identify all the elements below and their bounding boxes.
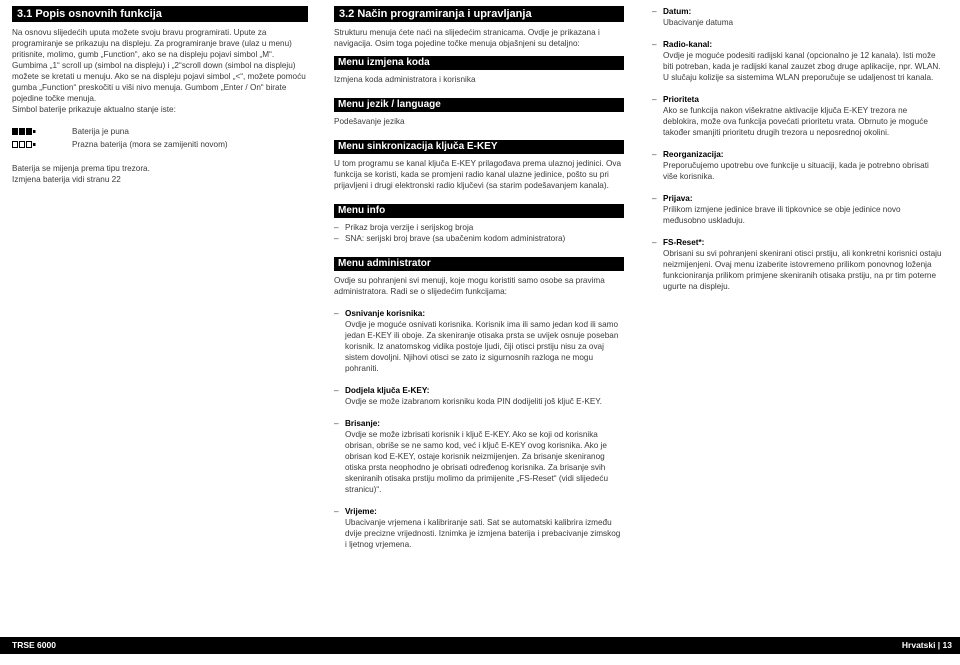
def-term: Dodjela ključa E-KEY: [345,386,430,395]
def-text: Ovdje se može izbrisati korisnik i ključ E-KEY. Ako se koji od korisnika obrisan, obriše se ne samo kod, već i ključ E-KEY ovog korisnika. Ako je obrisan kod E-KEY, ostaje korisnik neizmijenjen. Za brisanje skeniranog otiska prsta neophodno je obrisati određenog korisnika. Za brisanje svih skeniranih otisaka prstiju molimo da primijenite „FS-Reset“ (vidi slijedeću stranicu)“. [345,430,609,494]
def-priority [652,94,942,138]
intro-paragraph: Na osnovu slijedećih uputa možete svoju bravu programirati. Upute za programiranje se prikazuju na displeju. Za programiranje brave (ulaz u menu) pritisnite, molimo, gumb „Function“, ako se na displeju pojavi simbol „M“. Gumbima „1“ scroll up (simbol na displeju) i „2“scroll down (simbol na displeju) možete se kretati u menuju. Ako se na displeju pojavi simbol „<“, možete pomoću gumba „Function“ preskočiti u viši nivo menuja. Gumbom „Enter / On“ birate pojedine točke menuja. [12,28,306,103]
menu-sync-heading: Menu sinkronizacija ključa E-KEY [334,140,624,154]
def-text: Obrisani su svi pohranjeni skenirani otisci prstiju, ali konkretni korisnici ostaju neizmijenjeni. Ovaj menu izaberite istovremeno prilikom ponovnog loženja funkcioniranja prilikom primjene skeniranih otisaka prstiju, na pr tim poterne ugurte na displeju. [663,249,942,291]
battery-full-row [12,126,308,137]
dash-marker: – [652,7,657,16]
def-term: Datum: [663,7,692,16]
def-term: Brisanje: [345,419,381,428]
battery-full-icon [12,126,72,137]
def-text: Ovdje je moguće osnivati korisnika. Korisnik ima ili samo jedan kod ili samo jedan E-KEY ili oboje. Za skeniranje otisaka prsta se uvijek osnuje poseban korisnik. Iz anatomskog vidika postoje ljudi, čiji otisci prstiju nisu za ovaj sistem dovoljni. Njihovi otisci se zato iz sigurnosnih razloga ne mogu pohraniti. [345,320,619,373]
dash-marker: – [652,194,657,203]
def-term: Prioriteta [663,95,699,104]
dash-marker: – [334,507,339,516]
def-text: Preporučujemo upotrebu ove funkcije u situaciji, kada je potrebno obrisati više korisnika. [663,161,929,181]
menu-code-change-desc: Izmjena koda administratora i korisnika [334,75,476,84]
def-term: FS-Reset*: [663,238,705,247]
navigation-intro: Strukturu menuja ćete naći na slijedećim stranicama. Ovdje je prikazana i navigacija. Osim toga pojedine točke menuja objašnjeni su detaljno: [334,28,600,48]
def-term: Prijava: [663,194,693,203]
menu-admin-desc: Ovdje su pohranjeni svi menuji, koje mogu koristiti samo osobe sa pravima administratora. Radi se o slijedećim funkcijama: [334,276,605,296]
def-term: Reorganizacija: [663,150,724,159]
page-footer [0,637,960,654]
def-time [334,506,624,550]
def-radio-channel [652,39,942,83]
def-text: Prilikom izmjene jedinice brave ili tipkovnice se obje jedinice novo međusobno uskladuju. [663,205,901,225]
section-heading-3-1: 3.1 Popis osnovnih funkcija [12,6,308,22]
battery-note-2: Izmjena baterija vidi stranu 22 [12,175,121,184]
menu-language-heading: Menu jezik / language [334,98,624,112]
def-fs-reset [652,237,942,292]
dash-marker: – [652,150,657,159]
def-delete [334,418,624,495]
def-text: Ako se funkcija nakon višekratne aktivacije ključa E-KEY trezora ne deblokira, može ova funkcija povećati prioritetu vrata. Obrnuto je moguće također smanjiti prioritetu drugih trezora u neposrednoj okolini. [663,106,928,137]
page-number: Hrvatski | 13 [901,640,952,650]
menu-sync-desc: U tom programu se kanal ključa E-KEY prilagođava prema ulaznoj jedinici. Ova funkcija se koristi, kada se promjeni radio kanal ulazne jedinice, pošto su pri prijavljeni i drugi elektronski radio ključevi (sa starim podešavanjem kanala). [334,159,622,190]
def-login [652,193,942,226]
dash-marker: – [652,238,657,247]
def-create-user [334,308,624,374]
def-text: Ubacivanje vrjemena i kalibriranje sati. Sat se automatski kalibrira između dvije precizne vrijednosti. Iznimka je izmjena baterija i prebacivanje zimskog i ljetnog vrjemena. [345,518,621,549]
menu-info-list [334,222,624,244]
battery-intro: Simbol baterije prikazuje aktualno stanje iste: [12,105,176,114]
dash-marker: – [334,309,339,318]
def-term: Radio-kanal: [663,40,713,49]
menu-admin-heading: Menu administrator [334,257,624,271]
def-assign-ekey [334,385,624,407]
battery-empty-icon [12,139,72,150]
menu-info-heading: Menu info [334,204,624,218]
dash-marker: – [334,386,339,395]
list-item: – Prikaz broja verzije i serijskog broja [334,222,624,233]
def-text: Ovdje je moguće podesiti radijski kanal (opcionalno je 12 kanala). Isti može biti potreban, kada je radijski kanal zauzet zbog druge aplikacije, npr. WLAN. U slučaju kolizije sa sistemima WLAN preporučuje se udaljenost tri kanala. [663,51,941,82]
list-item: – SNA: serijski broj brave (sa ubačenim kodom administratora) [334,233,624,244]
dash-marker: – [652,95,657,104]
battery-note-1: Baterija se mijenja prema tipu trezora. [12,164,150,173]
column-middle [334,6,624,561]
product-name: TRSE 6000 [12,640,56,650]
battery-full-label: Baterija je puna [72,127,129,136]
battery-empty-row [12,139,308,150]
column-left [12,6,308,185]
def-term: Vrijeme: [345,507,377,516]
def-reorganization [652,149,942,182]
battery-empty-label: Prazna baterija (mora se zamijeniti novom) [72,140,228,149]
column-right [652,6,942,303]
section-heading-3-2: 3.2 Način programiranja i upravljanja [334,6,624,22]
def-term: Osnivanje korisnika: [345,309,426,318]
menu-language-desc: Podešavanje jezika [334,117,405,126]
dash-marker: – [334,419,339,428]
menu-code-change-heading: Menu izmjena koda [334,56,624,70]
def-text: Ovdje se može izabranom korisniku koda PIN dodijeliti još ključ E-KEY. [345,397,602,406]
dash-marker: – [652,40,657,49]
def-text: Ubacivanje datuma [663,18,734,27]
def-date [652,6,942,28]
